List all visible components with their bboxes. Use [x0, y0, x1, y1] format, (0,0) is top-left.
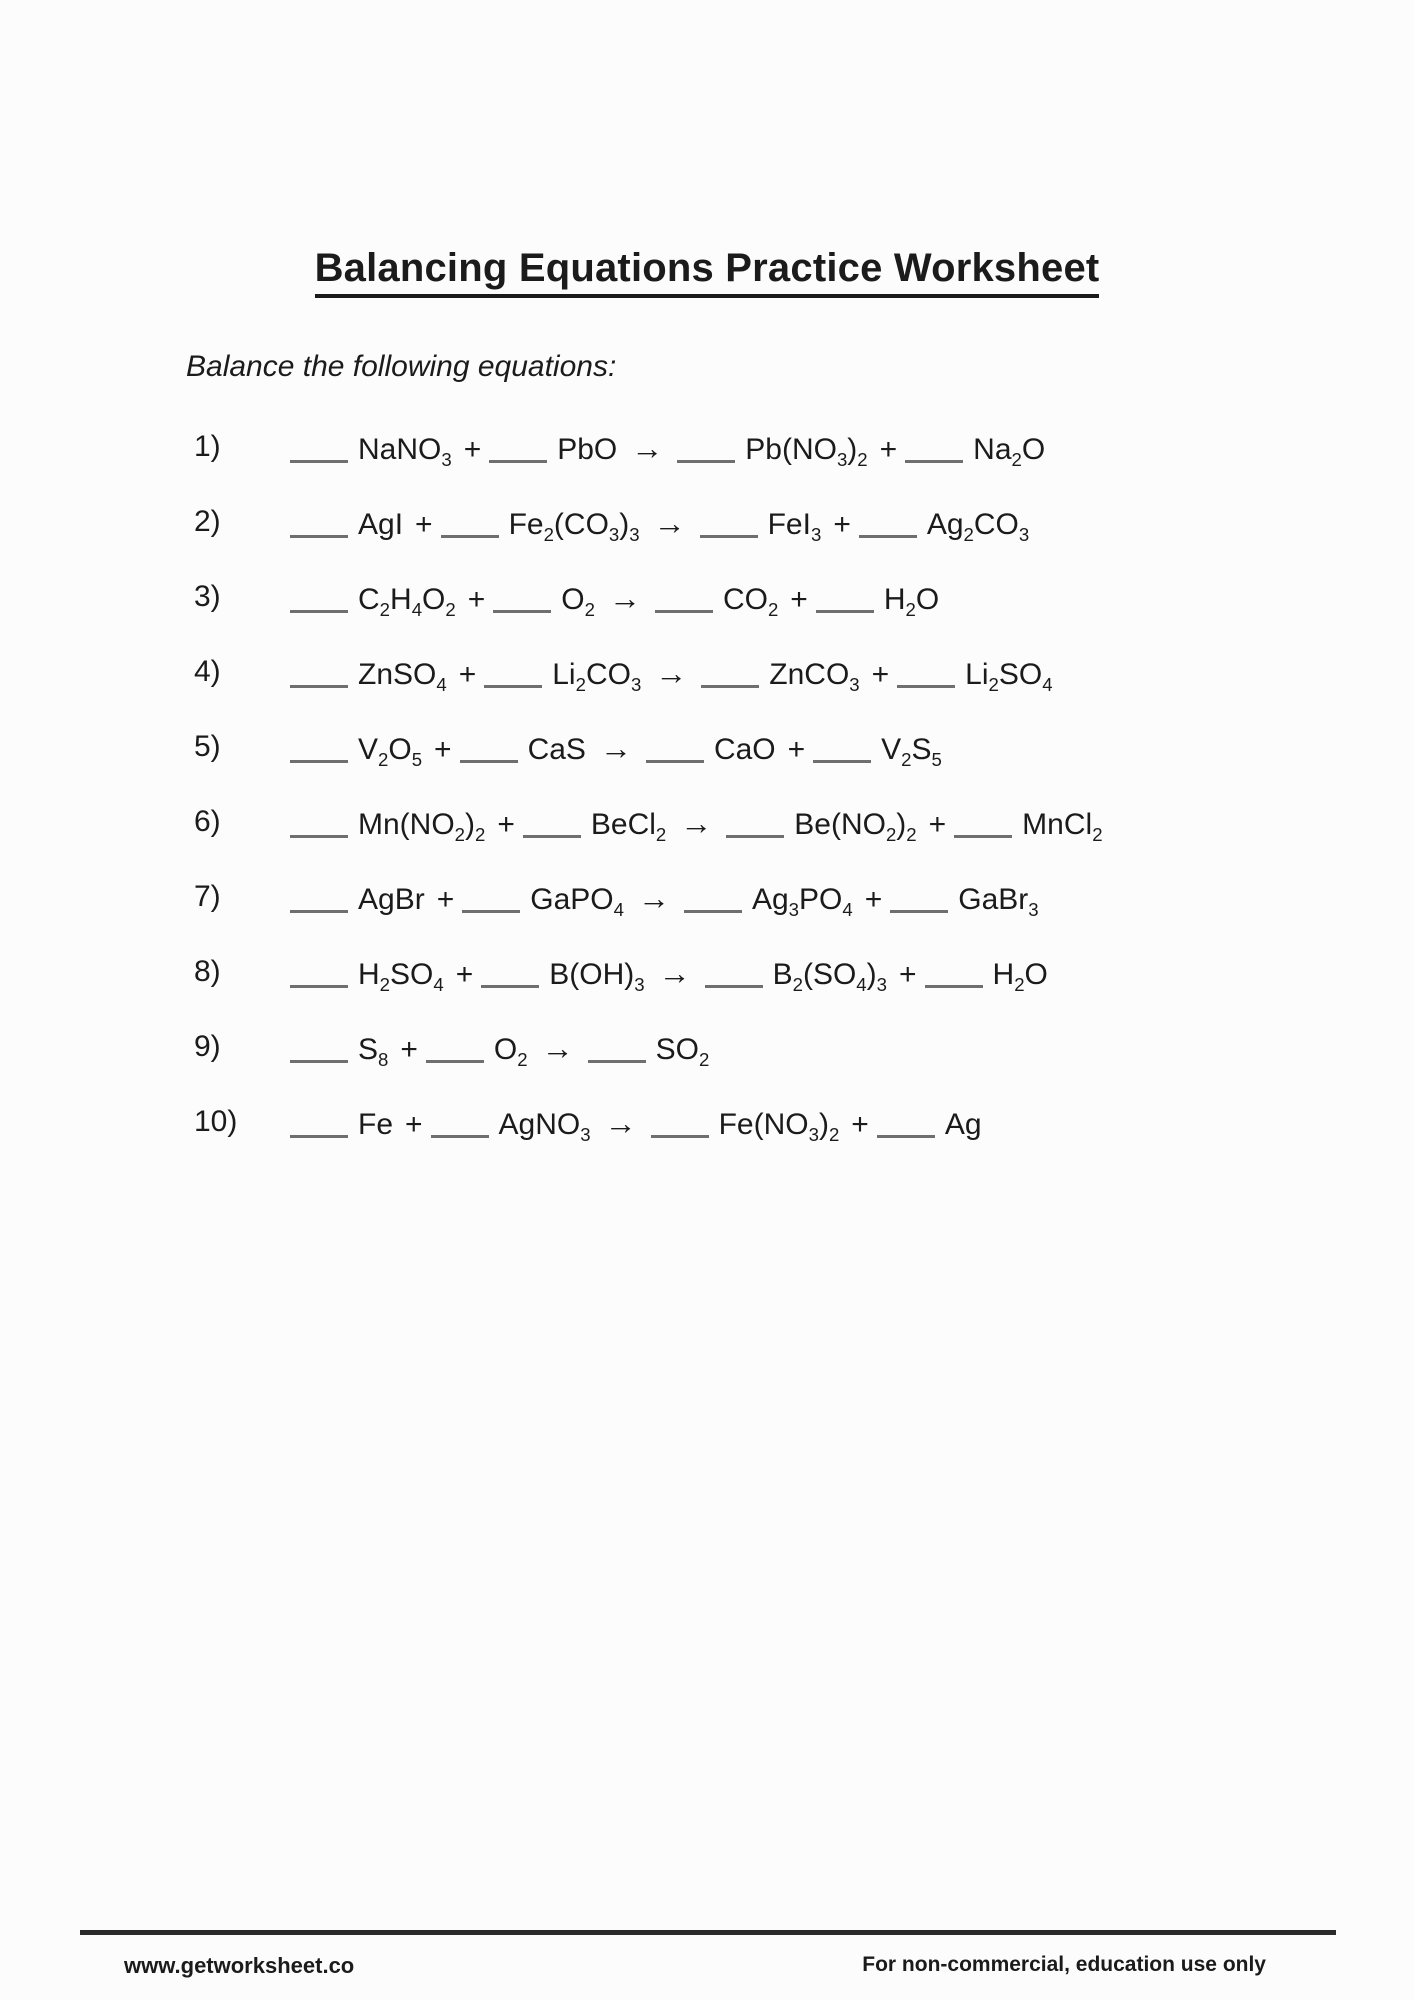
- reaction-arrow-icon: →: [608, 580, 641, 616]
- chemical-formula: $Fe_2(CO_3)_3$: [508, 508, 640, 545]
- answer-blank: [813, 760, 871, 763]
- answer-blank: [655, 610, 713, 613]
- chemical-formula: $H_2SO_4$: [358, 958, 444, 995]
- equation-number: 5): [194, 730, 221, 763]
- equation-number: 3): [194, 580, 221, 613]
- answer-blank: [890, 910, 948, 913]
- equation-body: [288, 1030, 710, 1070]
- equation-row: [194, 655, 1354, 730]
- equation-row: [194, 955, 1354, 1030]
- equation-number: 8): [194, 955, 221, 988]
- answer-blank: [646, 760, 704, 763]
- answer-blank: [705, 985, 763, 988]
- equation-row: [194, 1105, 1354, 1180]
- answer-blank: [290, 535, 348, 538]
- answer-blank: [290, 685, 348, 688]
- equation-number: 1): [194, 430, 221, 463]
- answer-blank: [726, 835, 784, 838]
- footer-license-text: For non-commercial, education use only: [862, 1953, 1266, 1976]
- answer-blank: [523, 835, 581, 838]
- answer-blank: [954, 835, 1012, 838]
- chemical-formula: Fe: [358, 1108, 394, 1141]
- answer-blank: [290, 1135, 348, 1138]
- plus-operator: +: [458, 658, 477, 691]
- answer-blank: [290, 460, 348, 463]
- chemical-formula: $O_2$: [561, 583, 595, 620]
- plus-operator: +: [790, 583, 808, 616]
- equation-row: [194, 1030, 1354, 1105]
- chemical-formula: FeI$_3$: [767, 508, 822, 545]
- equation-body: [288, 655, 1053, 695]
- instructions-text: Balance the following equations:: [186, 350, 617, 383]
- chemical-formula: $O_2$: [493, 1033, 528, 1070]
- answer-blank: [493, 610, 551, 613]
- plus-operator: +: [787, 733, 806, 766]
- reaction-arrow-icon: →: [655, 655, 688, 691]
- reaction-arrow-icon: →: [653, 505, 686, 541]
- equation-number: 9): [194, 1030, 221, 1063]
- answer-blank: [290, 760, 348, 763]
- answer-blank: [460, 760, 518, 763]
- equation-body: [288, 805, 1103, 845]
- answer-blank: [426, 1060, 484, 1063]
- equation-number: 6): [194, 805, 221, 838]
- answer-blank: [859, 535, 917, 538]
- chemical-formula: $Ag_3PO_4$: [751, 883, 853, 920]
- answer-blank: [877, 1135, 935, 1138]
- reaction-arrow-icon: →: [637, 880, 670, 916]
- reaction-arrow-icon: →: [680, 805, 713, 841]
- equation-row: [194, 505, 1354, 580]
- chemical-formula: GaBr$_3$: [958, 883, 1039, 920]
- equation-body: [288, 730, 942, 770]
- answer-blank: [701, 685, 759, 688]
- footer-divider: [80, 1930, 1336, 1935]
- chemical-formula: Ag: [944, 1108, 982, 1141]
- answer-blank: [816, 610, 874, 613]
- plus-operator: +: [463, 433, 482, 466]
- chemical-formula: $B_2(SO_4)_3$: [772, 958, 887, 995]
- plus-operator: +: [898, 958, 917, 991]
- equation-number: 10): [194, 1105, 238, 1138]
- answer-blank: [290, 835, 348, 838]
- equation-row: [194, 430, 1354, 505]
- answer-blank: [897, 685, 955, 688]
- plus-operator: +: [436, 883, 455, 916]
- equation-number: 4): [194, 655, 221, 688]
- plus-operator: +: [833, 508, 851, 541]
- plus-operator: +: [928, 808, 947, 841]
- footer-website-text: www.getworksheet.co: [124, 1953, 355, 1978]
- chemical-formula: CaO: [713, 733, 776, 766]
- equation-body: [288, 880, 1039, 920]
- plus-operator: +: [851, 1108, 869, 1141]
- equation-number: 7): [194, 880, 221, 913]
- chemical-formula: NaNO$_3$: [358, 433, 452, 470]
- reaction-arrow-icon: →: [541, 1030, 574, 1066]
- chemical-formula: $V_2S_5$: [881, 733, 942, 770]
- answer-blank: [677, 460, 735, 463]
- answer-blank: [481, 985, 539, 988]
- equation-body: [288, 505, 1030, 545]
- chemical-formula: $H_2O$: [883, 583, 940, 620]
- answer-blank: [684, 910, 742, 913]
- answer-blank: [484, 685, 542, 688]
- plus-operator: +: [864, 883, 883, 916]
- answer-blank: [700, 535, 758, 538]
- plus-operator: +: [455, 958, 474, 991]
- plus-operator: +: [497, 808, 515, 841]
- answer-blank: [462, 910, 520, 913]
- equation-body: [288, 580, 940, 620]
- reaction-arrow-icon: →: [658, 955, 691, 991]
- chemical-formula: $SO_2$: [655, 1033, 710, 1070]
- answer-blank: [489, 460, 547, 463]
- plus-operator: +: [871, 658, 890, 691]
- chemical-formula: GaPO$_4$: [530, 883, 624, 920]
- answer-blank: [290, 910, 348, 913]
- chemical-formula: AgNO$_3$: [498, 1108, 591, 1145]
- plus-operator: +: [879, 433, 898, 466]
- chemical-formula: AgI: [358, 508, 404, 541]
- plus-operator: +: [467, 583, 486, 616]
- chemical-formula: $Mn(NO_2)_2$: [358, 808, 486, 845]
- plus-operator: +: [434, 733, 452, 766]
- equation-body: [288, 1105, 982, 1145]
- chemical-formula: ZnCO$_3$: [769, 658, 860, 695]
- reaction-arrow-icon: →: [631, 430, 664, 466]
- answer-blank: [290, 610, 348, 613]
- plus-operator: +: [400, 1033, 418, 1066]
- chemical-formula: $Li_2SO_4$: [965, 658, 1053, 695]
- chemical-formula: MnCl$_2$: [1022, 808, 1103, 845]
- chemical-formula: $C_2H_4O_2$: [358, 583, 456, 620]
- plus-operator: +: [415, 508, 433, 541]
- chemical-formula: $Fe(NO_3)_2$: [718, 1108, 840, 1145]
- plus-operator: +: [405, 1108, 423, 1141]
- answer-blank: [290, 1060, 348, 1063]
- equation-row: [194, 880, 1354, 955]
- answer-blank: [441, 535, 499, 538]
- chemical-formula: PbO: [557, 433, 618, 466]
- chemical-formula: $Na_2O$: [973, 433, 1046, 470]
- equation-row: [194, 730, 1354, 805]
- answer-blank: [905, 460, 963, 463]
- chemical-formula: $CO_2$: [722, 583, 779, 620]
- equation-row: [194, 805, 1354, 880]
- chemical-formula: ZnSO$_4$: [358, 658, 447, 695]
- chemical-formula: CaS: [527, 733, 586, 766]
- chemical-formula: $V_2O_5$: [358, 733, 423, 770]
- chemical-formula: BeCl$_2$: [590, 808, 667, 845]
- chemical-formula: AgBr: [358, 883, 425, 916]
- chemical-formula: $H_2O$: [992, 958, 1048, 995]
- chemical-formula: $B(OH)_3$: [549, 958, 645, 995]
- chemical-formula: $Be(NO_2)_2$: [794, 808, 917, 845]
- answer-blank: [925, 985, 983, 988]
- answer-blank: [588, 1060, 646, 1063]
- answer-blank: [651, 1135, 709, 1138]
- answer-blank: [431, 1135, 489, 1138]
- equation-body: [288, 430, 1046, 470]
- reaction-arrow-icon: →: [604, 1105, 637, 1141]
- page-title-wrap: [0, 246, 1414, 298]
- equation-body: [288, 955, 1048, 995]
- chemical-formula: $Li_2CO_3$: [552, 658, 642, 695]
- equation-list: [194, 430, 1354, 1180]
- answer-blank: [290, 985, 348, 988]
- chemical-formula: $Pb(NO_3)_2$: [745, 433, 868, 470]
- chemical-formula: $Ag_2CO_3$: [926, 508, 1030, 545]
- reaction-arrow-icon: →: [599, 730, 632, 766]
- equation-number: 2): [194, 505, 221, 538]
- page-title: Balancing Equations Practice Worksheet: [315, 246, 1100, 298]
- equation-row: [194, 580, 1354, 655]
- chemical-formula: $S_8$: [358, 1033, 389, 1070]
